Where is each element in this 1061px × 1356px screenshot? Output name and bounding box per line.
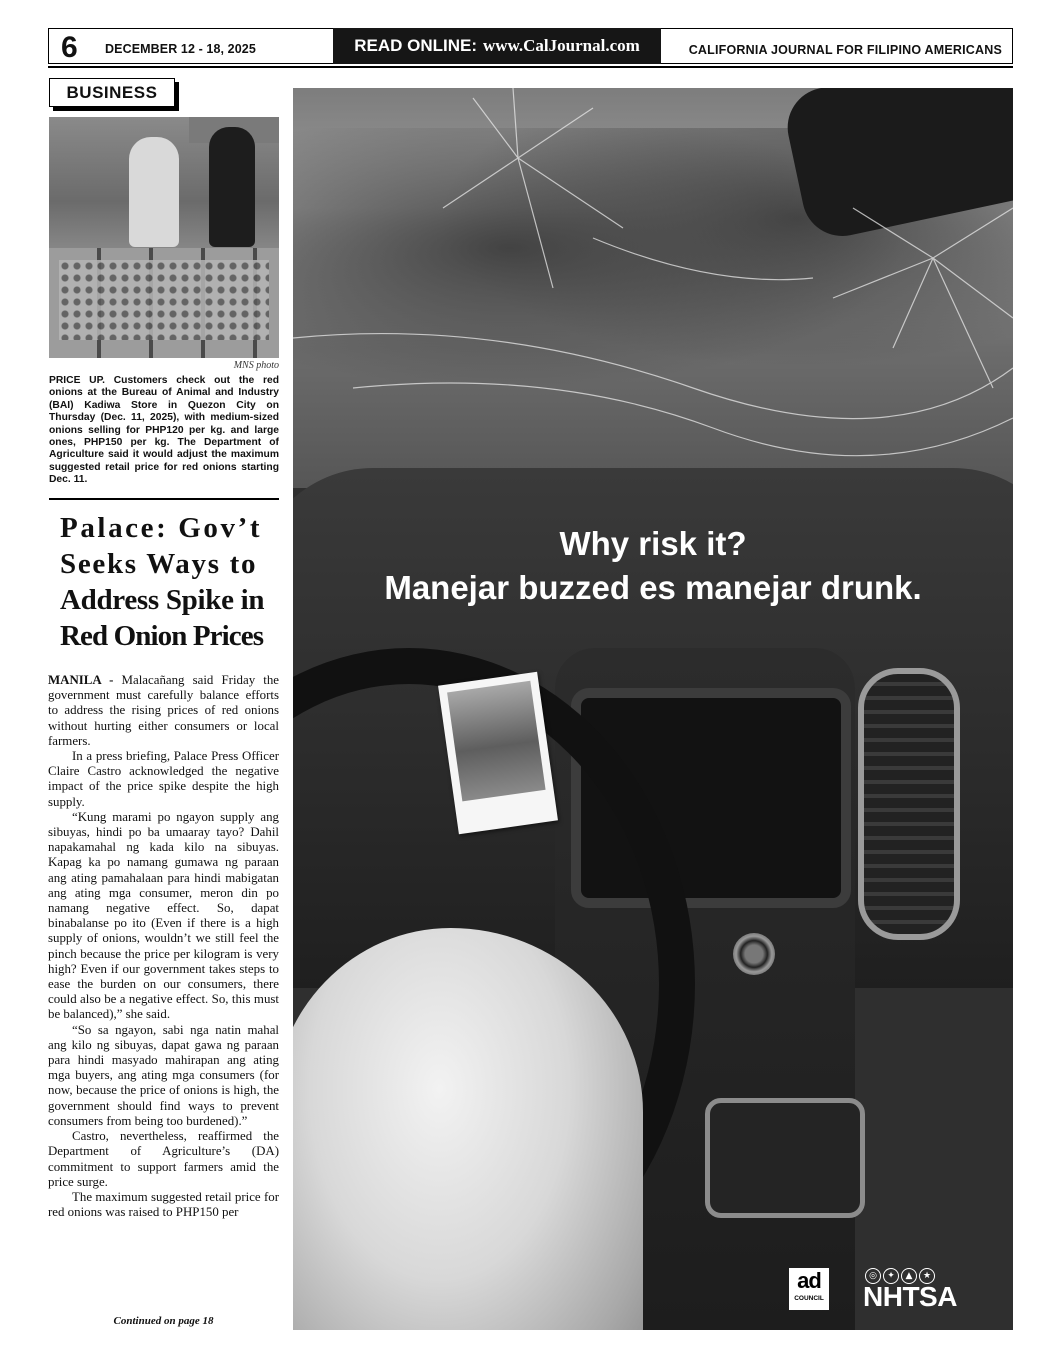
star-icon: ★ <box>919 1268 935 1284</box>
ad-council-logo <box>789 1268 829 1310</box>
headline-line: Address Spike in <box>60 584 265 616</box>
steering-wheel-icon: ◎ <box>865 1268 881 1284</box>
read-online-label: READ ONLINE: <box>354 36 477 55</box>
photo-customer-figure-2 <box>209 127 255 247</box>
caption-rule <box>49 498 279 500</box>
section-tag: BUSINESS <box>49 78 175 107</box>
warning-icon: ▲ <box>901 1268 917 1284</box>
ad-climate-panel <box>705 1098 865 1218</box>
headline-line: Red Onion Prices <box>60 620 264 652</box>
headline-line: Palace: Gov’t <box>60 512 263 544</box>
ad-council-logo-council: COUNCIL <box>794 1295 824 1302</box>
ad-headline-line-1: Why risk it? <box>559 525 747 562</box>
article-paragraph <box>48 673 279 749</box>
article-body <box>48 673 279 1220</box>
ad-deployed-airbag <box>293 928 643 1330</box>
ad-headline-line-2: Manejar buzzed es manejar drunk. <box>384 569 922 606</box>
read-online-url[interactable]: www.CalJournal.com <box>483 36 640 55</box>
article-headline <box>60 510 268 654</box>
article-paragraph: “So sa ngayon, sabi nga natin mahal ang kilo ng sibuyas, dapat gawa ng paraan para hindi masyado mahirapan ang ating mga buyers, ang ating mga consumers (for now, because the price of onions is high, the government should find ways to prevent consumers from being too burdened).” <box>48 1022 279 1128</box>
article-paragraph: In a press briefing, Palace Press Officer Claire Castro acknowledged the negative impact of the price spike despite the high supply. <box>48 749 279 809</box>
dateline: MANILA - <box>48 673 114 687</box>
ad-air-vent <box>858 668 960 940</box>
continued-jump[interactable]: Continued on page 18 <box>113 1315 214 1327</box>
onion-market-photo <box>49 117 279 358</box>
ad-council-logo-ad: ad <box>797 1268 821 1293</box>
ad-volume-knob <box>733 933 775 975</box>
article-paragraph: The maximum suggested retail price for red onions was raised to PHP150 per <box>48 1189 279 1220</box>
photo-credit: MNS photo <box>233 360 279 371</box>
page-number: 6 <box>61 31 78 64</box>
article-paragraph: “Kung marami po ngayon supply ang sibuyas, hindi po ba umaaray tayo? Dahil napakamahal ng kada kilo na sibuyas. Kapag ka po namang gumawa ng paraan ang ating pamahalaan para hindi mabigatan ang ating mga consumer, meron din po namang negative effect. So, dapat binabalanse po ito (Even if there is a high supply of onions, wouldn’t we still feel the pinch because the price per kilogram is very high? Even if our government takes steps to ease the burden on our consumers, there could also be a negative effect. So, this must be balanced),” she said. <box>48 809 279 1022</box>
ad-polaroid-image <box>447 681 545 802</box>
pedestrian-icon: ✦ <box>883 1268 899 1284</box>
photo-customer-figure <box>129 137 179 247</box>
article-paragraph: Castro, nevertheless, reaffirmed the Department of Agriculture’s (DA) commitment to support farmers amid the price surge. <box>48 1129 279 1189</box>
paper-name: CALIFORNIA JOURNAL FOR FILIPINO AMERICANS <box>688 43 1002 57</box>
nhtsa-logo <box>863 1268 983 1312</box>
ad-headline <box>293 522 1013 610</box>
headline-line: Seeks Ways to <box>60 548 258 580</box>
read-online-banner[interactable] <box>333 28 661 64</box>
photo-onions <box>59 260 269 340</box>
issue-date: DECEMBER 12 - 18, 2025 <box>105 42 256 56</box>
ad-windshield-cracks <box>293 88 1013 508</box>
paragraph-text: Malacañang said Friday the government must carefully balance efforts to address the rising prices of red onions without hurting either consumers or local farmers. <box>48 673 279 748</box>
psa-advertisement <box>293 88 1013 1330</box>
masthead <box>48 28 1013 64</box>
photo-caption: PRICE UP. Customers check out the red onions at the Bureau of Animal and Industry (BAI) Kadiwa Store in Quezon City on Thursday (Dec. 11, 2025), with medium-sized onions selling for PHP120 per kg. and large ones, PHP150 per kg. The Department of Agriculture said it would adjust the maximum suggested retail price for red onions starting Dec. 11. <box>49 375 279 486</box>
nhtsa-wordmark: NHTSA <box>863 1281 957 1312</box>
ad-polaroid-photo <box>438 672 558 834</box>
masthead-rule <box>48 66 1013 68</box>
